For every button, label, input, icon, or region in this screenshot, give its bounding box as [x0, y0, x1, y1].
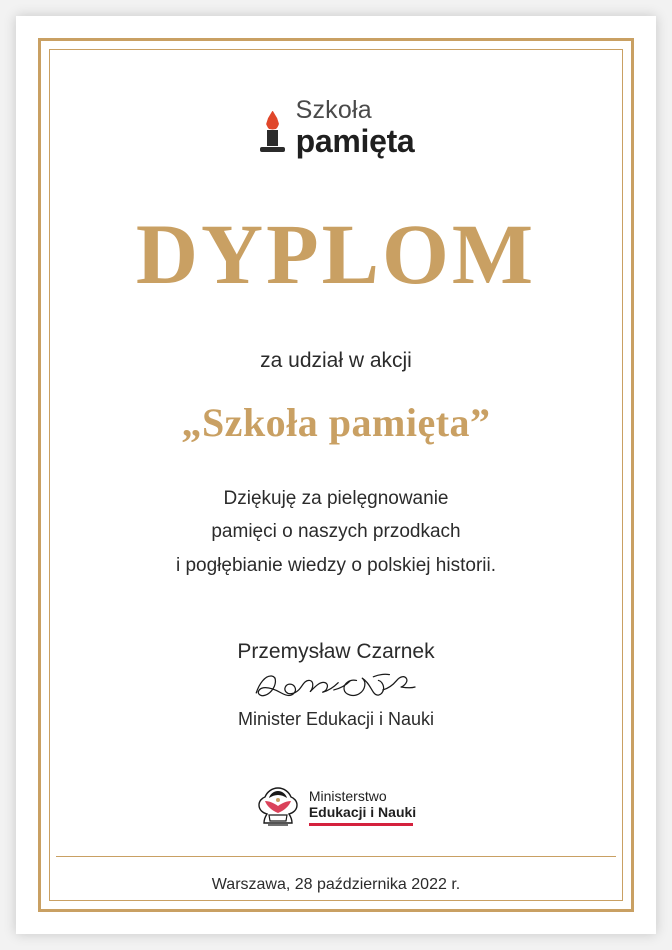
certificate-content — [56, 56, 616, 894]
place-and-date: Warszawa, 28 października 2022 r. — [211, 876, 461, 893]
logo-line-2: pamięta — [295, 123, 415, 159]
body-line-2: pamięci o naszych przodkach — [211, 521, 461, 543]
body-text — [176, 482, 496, 582]
signature-image — [221, 668, 451, 708]
certificate-paper — [16, 16, 656, 934]
polish-eagle-emblem-icon — [256, 784, 300, 830]
body-line-1: Dziękuję za pielęgnowanie — [223, 488, 449, 509]
flame-shape — [266, 111, 279, 130]
page-title: DYPLOM — [135, 206, 537, 302]
subtitle: za udział w akcji — [260, 349, 412, 372]
signer-title: Minister Edukacji i Nauki — [237, 709, 435, 730]
footer-divider — [56, 856, 616, 857]
ministry-line-2: Edukacji i Nauki — [308, 804, 417, 821]
ministry-line-1: Ministerstwo — [308, 788, 387, 805]
body-line-3: i pogłębianie wiedzy o polskiej historii. — [175, 554, 496, 576]
signer-name: Przemysław Czarnek — [237, 639, 435, 663]
ministry-logo — [256, 784, 416, 830]
ministry-red-rule — [309, 823, 413, 826]
candle-base-shape — [260, 147, 285, 152]
logo-line-1: Szkoła — [295, 96, 372, 124]
candle-flame-icon — [258, 104, 288, 152]
campaign-name: „Szkoła pamięta” — [181, 400, 491, 445]
campaign-logo — [258, 98, 415, 157]
campaign-logo-text — [296, 98, 415, 157]
ministry-text — [309, 788, 416, 826]
candle-body-shape — [267, 130, 278, 146]
